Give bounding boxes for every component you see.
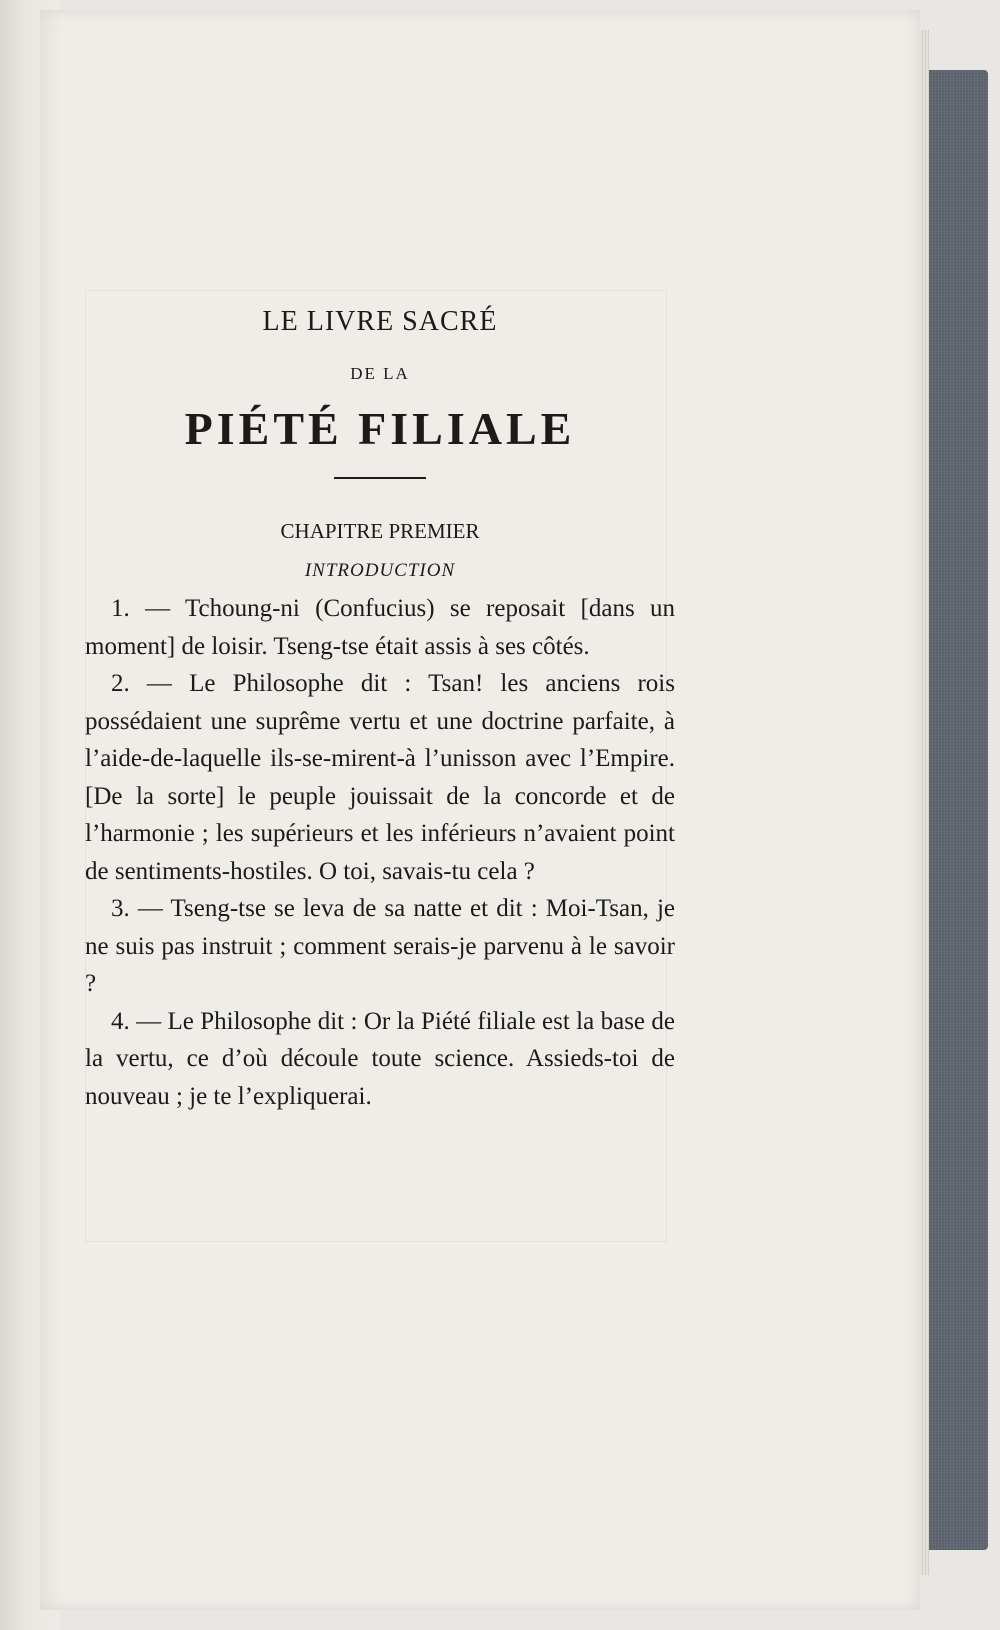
book-cover-cloth	[920, 70, 988, 1550]
paragraph-4: 4. — Le Philosophe dit : Or la Piété filiale est la base de la vertu, ce d’où découle toute science. Assieds-toi de nouveau ; je te l’expliquerai.	[85, 1007, 675, 1110]
paragraph-1: 1. — Tchoung-ni (Confucius) se reposait [dans un moment] de loisir. Tseng-tse était assis à ses côtés.	[85, 595, 675, 660]
section-heading: INTRODUCTION	[304, 560, 456, 581]
book-main-title: PIÉTÉ FILIALE	[184, 403, 576, 454]
book-title-line: LE LIVRE SACRÉ	[262, 306, 498, 337]
paragraph-2: 2. — Le Philosophe dit : Tsan! les anciens rois possédaient une suprême vertu et une doctrine parfaite, à l’aide-de-laquelle ils-se-mirent-à l’unisson avec l’Empire. [De la sorte] le peuple jouissait de la concorde et de l’harmonie ; les supérieurs et les inférieurs n’avaient point de sentiments-hostiles. O toi, savais-tu cela ?	[85, 670, 675, 885]
title-divider-rule	[334, 477, 426, 479]
paragraph-3: 3. — Tseng-tse se leva de sa natte et dit : Moi-Tsan, je ne suis pas instruit ; comment serais-je parvenu à le savoir ?	[85, 895, 675, 997]
chapter-body	[85, 590, 675, 1115]
page-text-block	[85, 300, 675, 1115]
chapter-heading: CHAPITRE PREMIER	[280, 519, 480, 543]
book-subtitle-line: DE LA	[350, 364, 410, 383]
